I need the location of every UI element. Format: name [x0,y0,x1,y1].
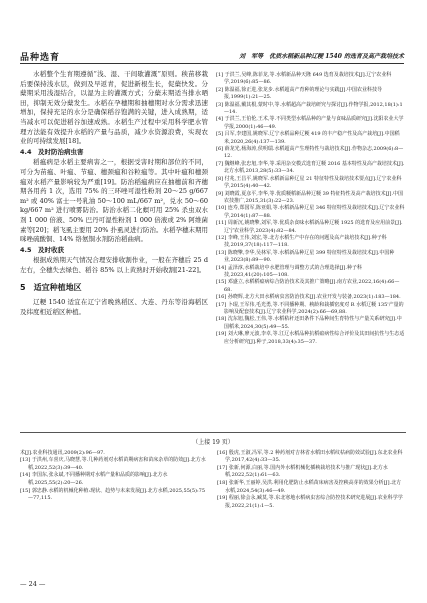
heading-4-4: 4.4 及时防治病虫害 [20,147,84,156]
continued-left-column [20,450,209,511]
reference-item: [18] 张新华,王丽婷,吴洪.利用化肥防止水稻苗床病害及控秧高芽的效果分析[J].北方水稻,2024,54(3):46—49. [217,479,402,494]
page-header [20,50,404,64]
paragraph-water-management: 水稻整个生育期遵循“浅、湿、干间歇灌溉”原则。秧苗移栽后要保持浅水层，做到及早返青，促进新根生长，促蘖快发。分蘖期采用浅湿结合，以湿为主的灌溉方式；分蘖末期适当排水晒田，抑制无效分蘖发生。水稻在孕穗期和抽穗期对水分需求迅速增加，保持充足的水分是确保稻谷饱满的关键，进入成熟期，适当减水可以促进稻谷加速成熟。水稻生产过程中采用科学肥水管理方法能有效提升水稻的产量与品质，减少水资源浪费，实现农业的可持续发展[18]。 [20,70,208,146]
reference-item: [16] 孙晓辉,北方大田水稻病虫害防治技术[J].农业开发与装备,2023(1):183—184. [216,294,401,301]
reference-item: [9] 刘晓霞,夏彦平,李华,等.优质粳稻新品种辽粳 39 特征特性及高产栽培技术[J].中国农技推广,2015,31(3):22—23. [216,190,404,204]
reference-item: [15] 郭忠静.水稻的机械化种植:现状、趋势与未来发展[J].北方水稻,2025,55(5):75—77,115. [20,487,206,502]
reference-item: [1] 于洪兰,吴峰,陈菲龙,等.水稻新品种天隆 649 选育及栽培技术[J].辽宁农业科学,2019(6):85—86. [216,72,392,86]
reference-item: [19] 程丽,徐会永,臧莫,等.东北寒地水稻病虫害综合防控技术研究进展[J].农业科学学报,2022,21(1):1—5. [217,495,403,509]
reference-item: [12] 李峰,王伟,刘宏,等.北方水稻生产中存在的问题及高产栽培技术[J].种子科技,2019,37(18):117—118. [216,234,387,249]
continued-right-column [217,450,406,511]
paragraph-pest-control: 稻瘟病是水稻主要病害之一，根据受害时期和部位的不同，可分为苗瘟、叶瘟、节瘟、穗颈瘟和谷粒瘟等。其中叶瘟和穗颈瘟对水稻产量影响较为严重[19]。防治稻瘟病应在抽穗前和齐穗期各用药 1 次，选用 75% 的三环唑可湿性粉剂 20～25 g/667 m² 或 40% 富士一号乳油 50～100 mL/667 m²，兑水 50～60 kg/667 m² 进行喷雾防治。防治水稻二化螟可用 25% 杀虫双水剂 1 000 倍液、50% 巴丹可湿性粉剂 1 000 倍液或 2% 阿维菌素等[20]；稻飞虱主要用 20% 扑虱灵进行防治。水稻孕穗末期用咪唑硫酸铜、14% 络氨铜水剂防治稻曲病。 [20,158,208,244]
reference-item: 术[J].农业科技通讯,2009(2):96—97. [20,449,105,456]
reference-item: [13] 于洪州,车喜庆,马晓慧,等.几种药剂对水稻苗期病害和苗床杂草的防效[J].北方水稻,2022,52(3):39—40. [20,457,206,471]
reference-item: [17] 张新,何源,白丽,等.国内外水稻机械化插秧栽培技术与推广现状[J].北方水稻,2022,52(1):61—63. [217,464,388,479]
continued-references [20,432,406,510]
reference-item: [17] 卜琨,王军伟,毛光勇,等.不同播种期、秧龄和栽插密度对 R 水稻辽粳 135'产量的影响及配套技术[J].辽宁农业科学,2024(2):66—69,88. [216,301,404,315]
reference-item: [11] 周新沉,姚晓擎,刘军,等.优质杂食味水稻新品种辽粳 1925 的选育及应用前景[J].辽宁农业科学,2023(4):82—84. [216,220,403,234]
continuation-label: （上接 19 页） [192,439,234,446]
running-head: 刘 军等 优质水稻新品种辽粳 1540 的选育及高产栽培技术 [239,53,404,60]
reference-item: [13] 陈晓擎,李华,吴林军,等.水稻新品种辽星 399 特征特性及栽培技术[J].中国种业,2023(8):89—90. [216,249,395,264]
section-tag: 品种选育 [20,53,61,63]
reference-item: [14] 李国东,张永斌,不同播种期对水稻产量和品质的影响[J].北方水稻,2025,55(2):20—26. [20,472,168,486]
references-column [216,72,406,346]
heading-4-5: 4.5 及时收获 [20,245,65,254]
reference-item: [8] 付兆,王昌平,姚晓军.水稻新品种辽星 21 特征特性及栽培技术要点[J].辽宁农业科学,2015(4):40—42. [216,175,402,190]
reference-item: [6] 薛龙光,杨海涛,侯明瑞.水稻超高产生理特性与栽培技术[J].作物杂志,2009(6):8—12. [216,146,404,160]
paragraph-harvest: 根据成熟期天气情况合理安排收割作业，一般在齐穗后 25 d 左右，全穗失去绿色、稻谷 85% 以上黄熟时开始收割[21-22]。 [20,256,208,274]
main-text-column [20,70,208,317]
heading-5: 5 适宜种植地区 [20,283,82,293]
reference-item: [4] 于洪兰,王伯伦,王术,等.不同类型水稻品种的产量与食味品质研究[J].沈阳农业大学学报,2000(1):46—49. [216,116,404,130]
reference-item: [5] 吕军,李建国,姚晓军.辽宁水稻品种辽粳 419 的丰产稳产性及高产栽培[J].中国稻米,2020,26(4):137—139. [216,131,400,145]
reference-item: [14] 孟泽淳,水稻栽培中水肥管理与调整方式的合理选择[J].种子科技,2023,41(20):105—108. [216,264,362,278]
reference-item: [16] 殷虎,王淑,冯军,等.2 种药剂对吉林省水稻田水稻纹枯病防效试验[J].东北农业科学,2017,42(4):33—35. [217,449,403,464]
reference-item: [2] 陈温福,徐正进,张龙步.水稻超高产育种的理论与实践[J].中国农业科技导报,1999(1):21—25. [216,86,382,101]
reference-item: [19] 刘大琳,廖元波,李卓,等.江辽水稻品种抗稻瘟病性综合评价及其田间抗性与生态适应分析研究[J].种子,2018,33(4):35—37. [216,331,405,345]
page-number: — 24 — [20,580,46,588]
reference-item: [7] 魏继峰,张忠旭,李华,等.采用杂交模式选育辽粳 2016 基本特性及高产栽培技术[J].北方水稻,2013,28(5):33—34. [216,160,405,175]
reference-item: [15] 邓盛立,水稻稻瘟病综合防治技术及其推广策略[J].南方农业,2022,16(4):66—68. [216,279,400,293]
reference-item: [18] 沈东旭,魏松,王伟,等.水稻秸秆还田条件下品种间生育特性与产量关系研究[J].中国稻米,2024,30(5):49—55. [216,316,402,330]
reference-item: [3] 陈温福,戴其根,蒙时中,等.水稻超高产栽培研究与探讨[J].作物学报,2012,18(1):1—14. [216,101,403,116]
paragraph-planting-regions: 辽粳 1540 适宜在辽宁省晚熟稻区、大连、丹东等沿海稻区及纬度相近稻区种植。 [20,298,208,316]
reference-item: [10] 连寿,郑国军,陈亚娟,等.水稻新品种辽星 346 特征特性及栽培技术[J].辽宁农业科学,2014(1):87—88. [216,205,405,219]
